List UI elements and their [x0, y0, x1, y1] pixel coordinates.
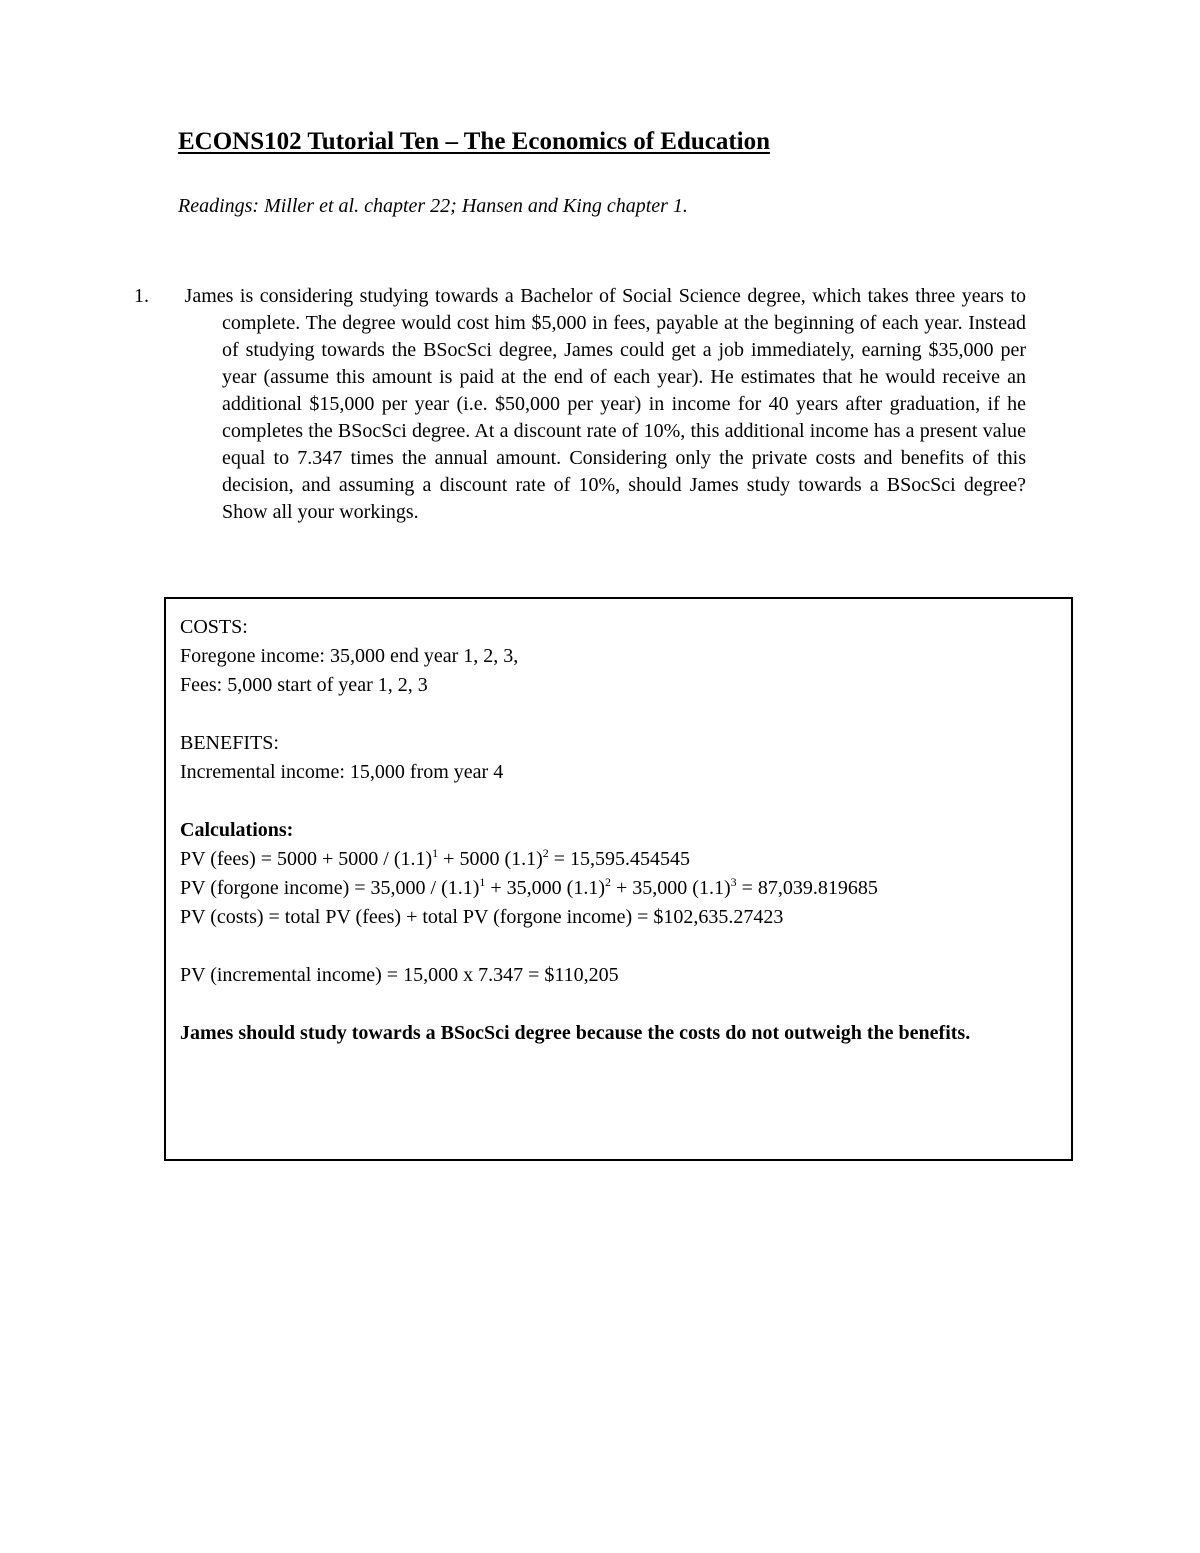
pv-fees-line [180, 845, 1057, 874]
document-title: ECONS102 Tutorial Ten – The Economics of Education [178, 128, 771, 155]
benefits-heading: BENEFITS: [180, 732, 279, 754]
conclusion: James should study towards a BSocSci degree because the costs do not outweigh the benefits. [180, 1022, 971, 1044]
spacer [180, 787, 1057, 816]
calculations-heading: Calculations: [180, 819, 294, 841]
pv-fees-result: = 15,595.454545 [548, 848, 691, 870]
costs-foregone-income: Foregone income: 35,000 end year 1, 2, 3, [180, 645, 519, 667]
pv-fees-part: PV (fees) = 5000 + 5000 / (1.1) [180, 848, 433, 870]
exponent: 2 [605, 875, 611, 889]
pv-forgone-line [180, 874, 1057, 903]
answer-box [164, 597, 1073, 1161]
question-paragraph: 1. James is considering studying towards a Bachelor of Social Science degree, which takes three years to complete. The degree would cost him $5,000 in fees, payable at the beginning of each year. Instead of studying towards the BSocSci degree, James could get a job immediately, earning $35,000 per year (assume this amount is paid at the end of each year). He estimates that he would receive an additional $15,000 per year (i.e. $50,000 per year) in income for 40 years after graduation, if he completes the BSocSci degree. At a discount rate of 10%, this additional income has a present value equal to 7.347 times the annual amount. Considering only the private costs and benefits of this decision, and assuming a discount rate of 10%, should James study towards a BSocSci degree? Show all your workings. [134, 285, 1027, 523]
pv-fees-part: + 5000 (1.1) [438, 848, 543, 870]
costs-fees: Fees: 5,000 start of year 1, 2, 3 [180, 674, 428, 696]
pv-forgone-part: + 35,000 (1.1) [611, 877, 731, 899]
exponent: 1 [479, 875, 486, 889]
question-1 [134, 283, 1027, 526]
spacer [180, 990, 1057, 1019]
pv-forgone-part: + 35,000 (1.1) [485, 877, 605, 899]
pv-costs-line: PV (costs) = total PV (fees) + total PV (forgone income) = $102,635.27423 [180, 906, 784, 928]
pv-forgone-result: = 87,039.819685 [736, 877, 878, 899]
spacer [180, 700, 1057, 729]
costs-heading: COSTS: [180, 616, 248, 638]
exponent: 1 [432, 846, 439, 860]
exponent: 2 [542, 846, 549, 860]
pv-incremental-line: PV (incremental income) = 15,000 x 7.347 = $110,205 [180, 964, 619, 986]
readings-line: Readings: Miller et al. chapter 22; Hansen and King chapter 1. [178, 195, 688, 217]
pv-forgone-part: PV (forgone income) = 35,000 / (1.1) [180, 877, 480, 899]
exponent: 3 [730, 875, 737, 889]
spacer [180, 932, 1057, 961]
benefits-incremental-income: Incremental income: 15,000 from year 4 [180, 761, 504, 783]
question-text: James is considering studying towards a Bachelor of Social Science degree, which takes three years to complete. The degree would cost him $5,000 in fees, payable at the beginning of each year. Instead of studying towards the BSocSci degree, James could get a job immediately, earning $35,000 per year (assume this amount is paid at the end of each year). He estimates that he would receive an additional $15,000 per year (i.e. $50,000 per year) in income for 40 years after graduation, if he completes the BSocSci degree. At a discount rate of 10%, this additional income has a present value equal to 7.347 times the annual amount. Considering only the private costs and benefits of this decision, and assuming a discount rate of 10%, should James study towards a BSocSci degree? Show all your workings. [184, 285, 1027, 523]
